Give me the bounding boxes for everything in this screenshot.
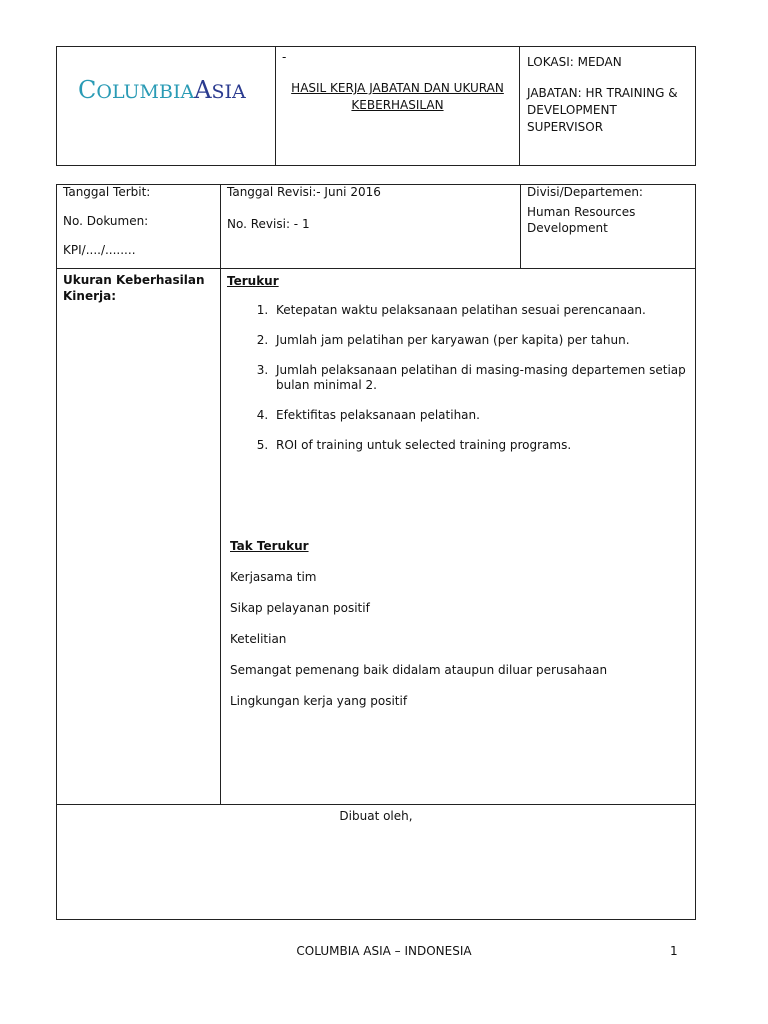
table-divider [520,184,521,269]
list-item: 2. Jumlah jam pelatihan per karyawan (per kapita) per tahun. [272,333,722,348]
kpi-label: KPI/..../........ [63,243,136,257]
division-value: Human Resources Development [527,205,636,235]
list-item: 5. ROI of training untuk selected training programs. [272,438,722,453]
division-label: Divisi/Departemen: [527,185,643,199]
made-by-label: Dibuat oleh, [339,809,413,823]
list-item: Lingkungan kerja yang positif [230,694,408,708]
unmeasurable-heading: Tak Terukur [230,539,309,553]
document-title: HASIL KERJA JABATAN DAN UKURAN KEBERHASILAN [291,81,504,112]
list-item: 4. Efektifitas pelaksanaan pelatihan. [272,408,722,423]
measurable-list [236,303,722,468]
list-item: Ketelitian [230,632,287,646]
page-number: 1 [670,944,678,958]
header-logo-cell [56,46,276,166]
header-dash: - [282,50,287,64]
list-item: Kerjasama tim [230,570,317,584]
table-divider [56,804,696,805]
issue-date-label: Tanggal Terbit: [63,185,151,199]
table-divider [56,268,696,269]
list-item: 1. Ketepatan waktu pelaksanaan pelatihan sesuai perencanaan. [272,303,722,318]
measurable-heading: Terukur [227,274,279,288]
revision-date-label: Tanggal Revisi:- Juni 2016 [227,185,381,199]
revision-number-label: No. Revisi: - 1 [227,217,310,231]
position-text: JABATAN: HR TRAINING & DEVELOPMENT SUPERVISOR [527,86,678,134]
list-item: Semangat pemenang baik didalam ataupun diluar perusahaan [230,663,608,677]
list-item: 3. Jumlah pelaksanaan pelatihan di masing-masing departemen setiap bulan minimal 2. [272,363,722,393]
columbia-asia-logo: COLUMBIAASIA [78,76,246,104]
location-text: LOKASI: MEDAN [527,55,622,69]
list-item: Sikap pelayanan positif [230,601,370,615]
footer-company: COLUMBIA ASIA – INDONESIA [296,944,472,958]
performance-measures-label: Ukuran Keberhasilan Kinerja: [63,273,205,303]
document-number-label: No. Dokumen: [63,214,149,228]
table-divider [220,184,221,805]
